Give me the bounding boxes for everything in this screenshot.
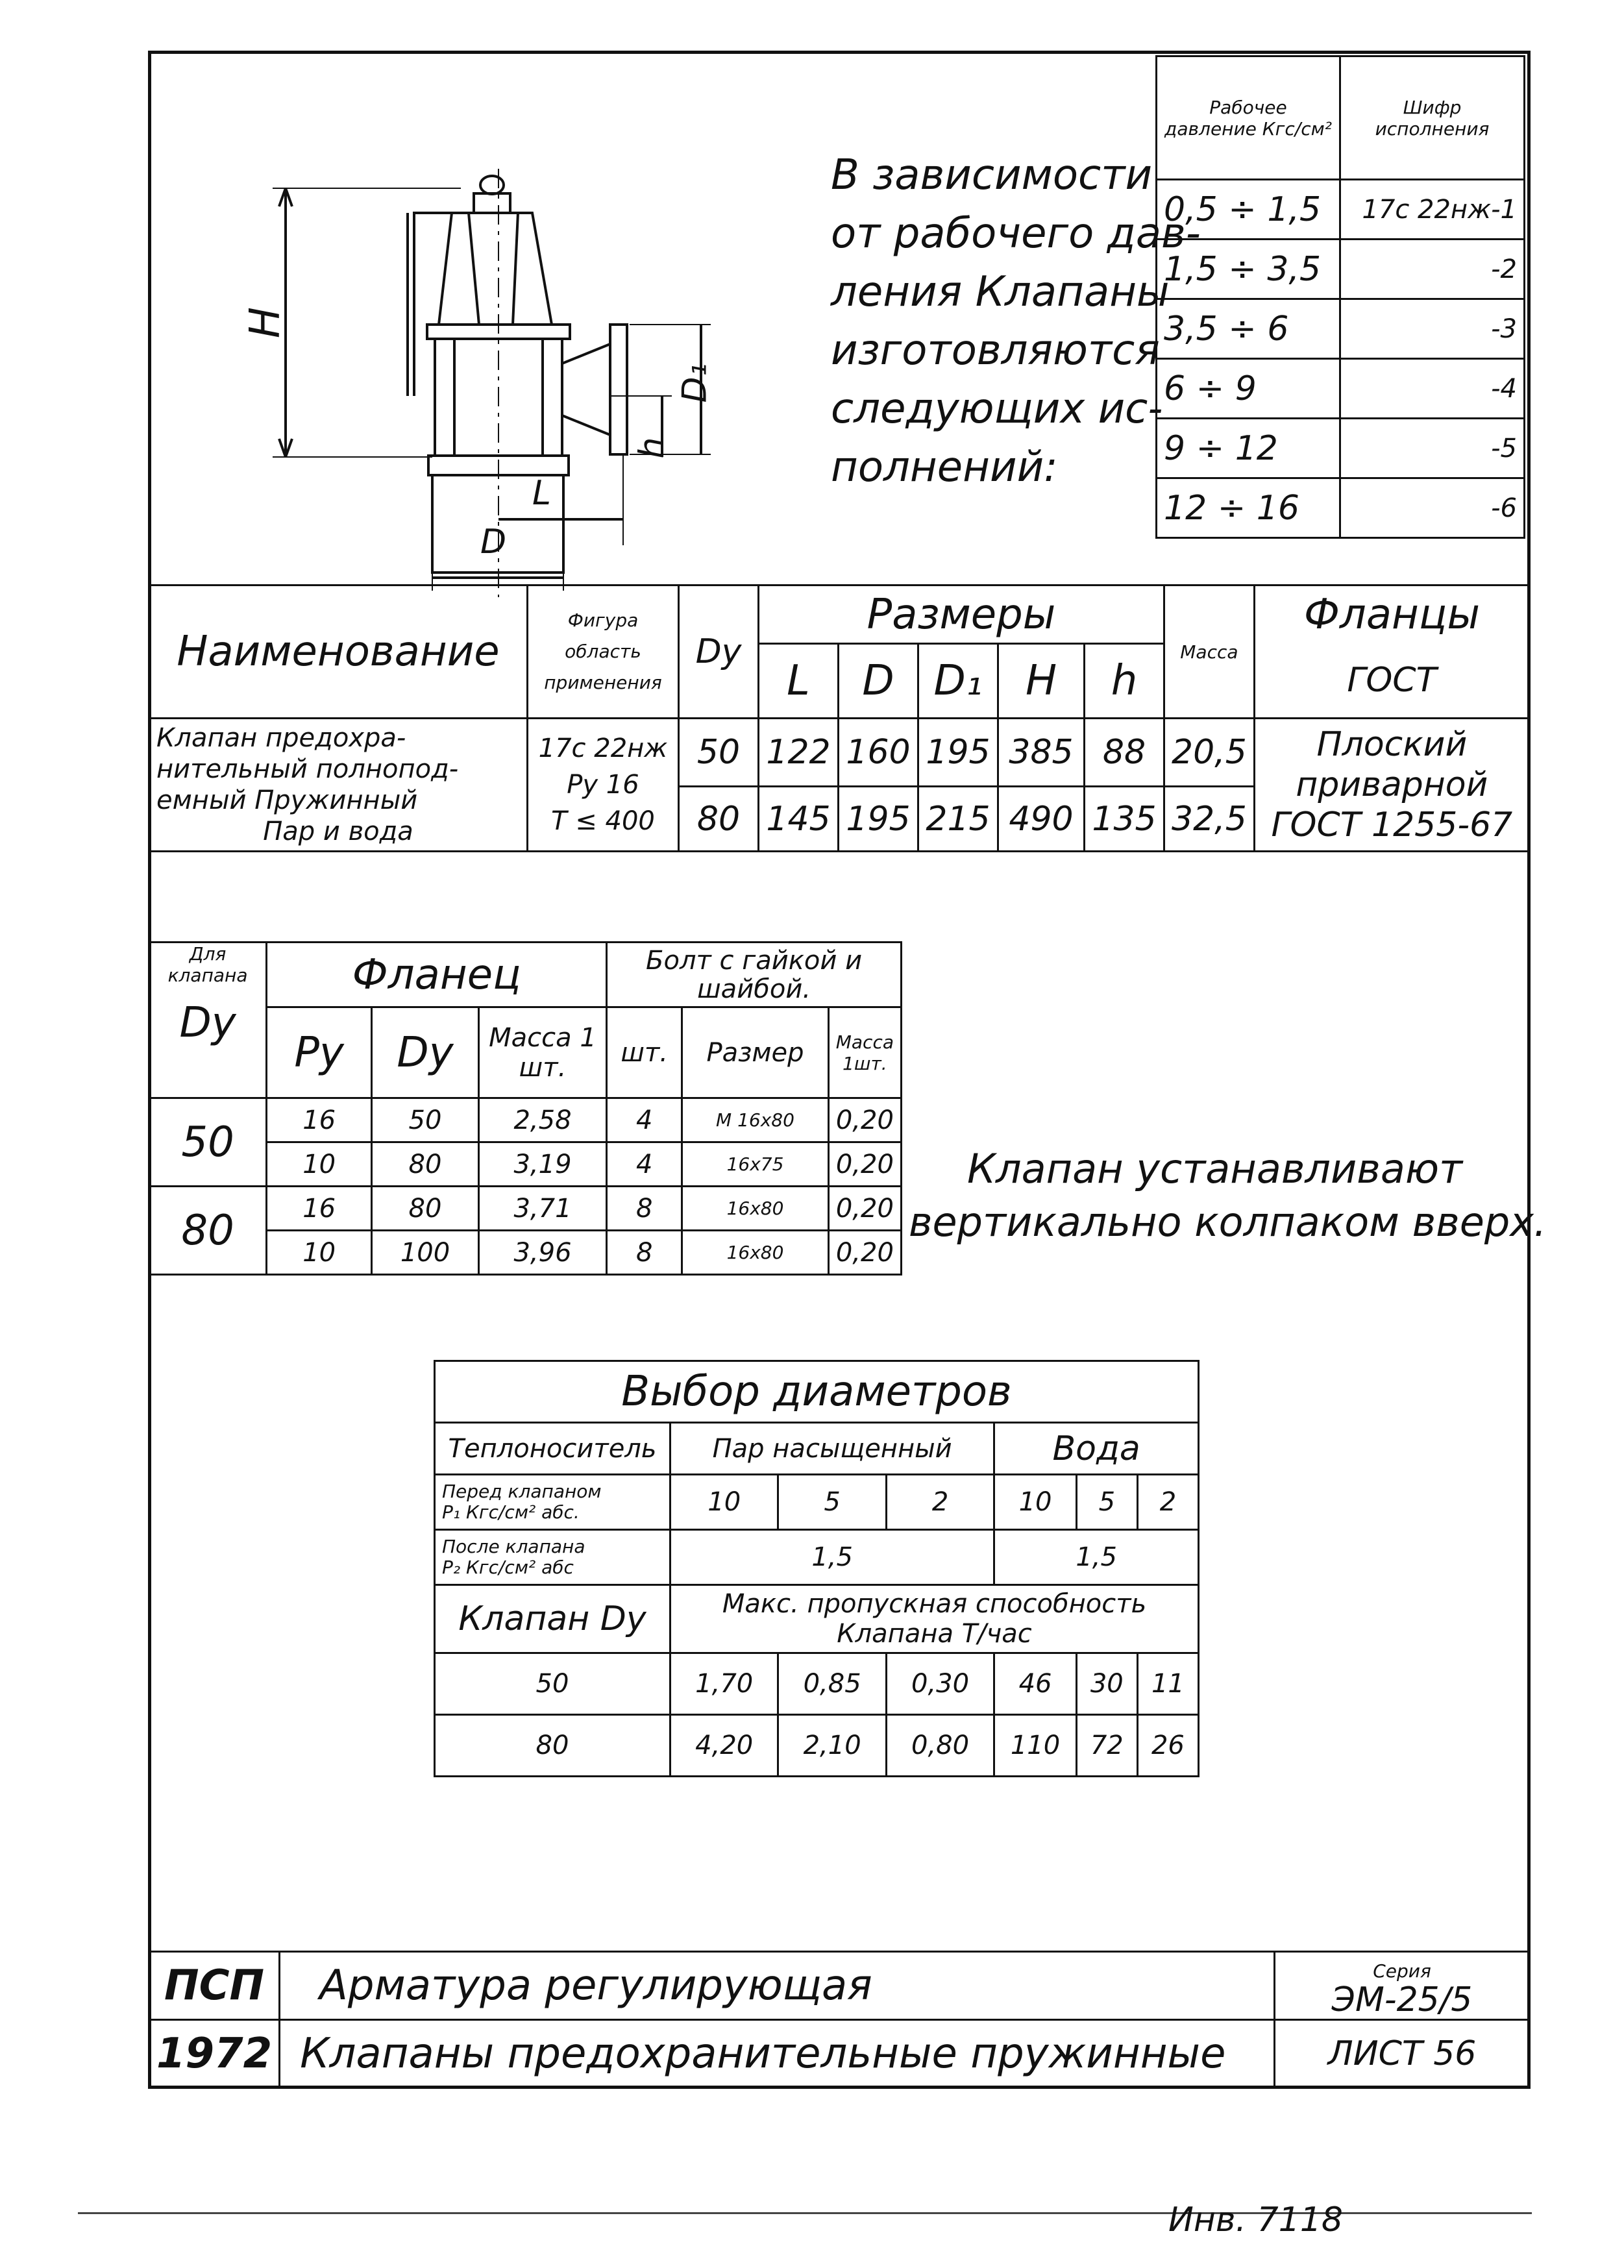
capacity-value: 4,20 <box>671 1715 778 1777</box>
after-value-steam: 1,5 <box>671 1530 994 1585</box>
version-header: Шифр исполнения <box>1340 56 1525 180</box>
flange-h-bmass: Масса 1шт. <box>828 1007 901 1098</box>
footer-note: Инв. 7118 <box>1168 2200 1343 2239</box>
spec-L: 145 <box>759 787 839 852</box>
versions-note-line: полнений: <box>831 443 1058 491</box>
spec-h-h: h <box>1085 644 1164 719</box>
spec-D: 195 <box>839 787 918 852</box>
spec-h-dy: Dу <box>679 585 759 719</box>
flange-h-flange: Фланец <box>267 943 607 1007</box>
bolt-mass: 0,20 <box>828 1098 901 1142</box>
flange-dy: 80 <box>372 1187 479 1231</box>
pressure-cell: 6 ÷ 9 <box>1157 359 1340 419</box>
selection-h-water: Вода <box>994 1423 1199 1475</box>
flange-table <box>148 941 902 1276</box>
flange-dy: 80 <box>372 1142 479 1187</box>
capacity-value: 46 <box>994 1653 1077 1715</box>
bolt-mass: 0,20 <box>828 1231 901 1275</box>
flange-py: 16 <box>267 1187 372 1231</box>
pressure-cell: 1,5 ÷ 3,5 <box>1157 240 1340 299</box>
flange-h-size: Размер <box>682 1007 828 1098</box>
flange-mass: 3,19 <box>478 1142 606 1187</box>
before-value: 2 <box>1137 1475 1198 1530</box>
spec-h-flanges: Фланцы <box>1254 585 1529 644</box>
spec-figure-line: Pу 16 <box>567 770 639 800</box>
title-line1: Арматура регулирующая <box>280 1952 1275 2020</box>
spec-table <box>148 584 1531 852</box>
version-cell: -5 <box>1340 419 1525 478</box>
dim-label-D: D <box>480 523 507 561</box>
spec-name-line: Клапан предохра- <box>156 723 406 753</box>
title-org: ПСП <box>149 1952 280 2020</box>
after-value-water: 1,5 <box>994 1530 1199 1585</box>
install-note-line: вертикально колпаком вверх. <box>909 1198 1547 1246</box>
capacity-value: 11 <box>1137 1653 1198 1715</box>
capacity-dy: 80 <box>435 1715 671 1777</box>
version-cell: -2 <box>1340 240 1525 299</box>
spec-h-sizes: Размеры <box>759 585 1164 644</box>
bolt-size: 16х80 <box>682 1231 828 1275</box>
spec-figure-cell <box>528 719 679 852</box>
capacity-value: 1,70 <box>671 1653 778 1715</box>
bolt-mass: 0,20 <box>828 1142 901 1187</box>
spec-h-figure: Фигура область применения <box>528 585 679 719</box>
dim-label-H: H <box>241 306 290 339</box>
selection-table <box>434 1360 1200 1777</box>
bolt-qty: 4 <box>607 1142 682 1187</box>
capacity-value: 0,30 <box>886 1653 994 1715</box>
pressure-table <box>1155 55 1525 539</box>
spec-D1: 195 <box>918 719 998 787</box>
before-value: 10 <box>994 1475 1077 1530</box>
versions-note-line: изготовляются <box>831 327 1160 375</box>
pressure-cell: 3,5 ÷ 6 <box>1157 299 1340 359</box>
title-line2: Клапаны предохранительные пружинные <box>280 2020 1275 2088</box>
selection-h-before-line: P₁ Кгс/см² абс. <box>442 1501 580 1523</box>
selection-h-capacity <box>671 1585 1199 1653</box>
versions-note <box>831 146 1201 497</box>
spec-figure-line: 17с 22нж <box>538 733 668 763</box>
flange-h-mass: Масса 1 шт. <box>478 1007 606 1098</box>
capacity-value: 0,85 <box>778 1653 886 1715</box>
selection-h-medium: Теплоноситель <box>435 1423 671 1475</box>
versions-note-line: В зависимости <box>831 151 1153 199</box>
before-value: 10 <box>671 1475 778 1530</box>
bolt-mass: 0,20 <box>828 1187 901 1231</box>
flange-py: 16 <box>267 1098 372 1142</box>
title-block <box>148 1951 1531 2089</box>
flange-py: 10 <box>267 1142 372 1187</box>
spec-h: 88 <box>1085 719 1164 787</box>
selection-h-after <box>435 1530 671 1585</box>
bolt-size: 16х80 <box>682 1187 828 1231</box>
spec-h-H: H <box>998 644 1085 719</box>
title-year: 1972 <box>149 2020 280 2088</box>
install-note-line: Клапан устанавливают <box>967 1145 1463 1192</box>
bolt-size: М 16х80 <box>682 1098 828 1142</box>
selection-h-after-line: После клапана <box>442 1536 585 1557</box>
spec-name-cell <box>149 719 528 852</box>
flange-h-fdy: Dу <box>372 1007 479 1098</box>
title-series-label: Серия <box>1373 1960 1431 1982</box>
spec-h-D: D <box>839 644 918 719</box>
capacity-value: 110 <box>994 1715 1077 1777</box>
spec-h-L: L <box>759 644 839 719</box>
spec-flanges-cell <box>1254 719 1529 852</box>
flange-py: 10 <box>267 1231 372 1275</box>
flange-group-50: 50 <box>149 1098 267 1187</box>
versions-note-line: от рабочего дав- <box>831 210 1201 258</box>
spec-flanges-line: приварной <box>1296 765 1488 804</box>
title-series: ЭМ-25/5 <box>1331 1980 1473 2019</box>
spec-flanges-line: ГОСТ 1255-67 <box>1271 806 1513 844</box>
spec-name-line: емный Пружинный <box>156 785 418 815</box>
flange-h-py: Pу <box>267 1007 372 1098</box>
spec-name-line: Пар и вода <box>263 817 413 846</box>
pressure-cell: 0,5 ÷ 1,5 <box>1157 180 1340 240</box>
bolt-qty: 8 <box>607 1187 682 1231</box>
spec-mass: 32,5 <box>1164 787 1255 852</box>
versions-note-line: следующих ис- <box>831 385 1163 433</box>
flange-h-bolt: Болт с гайкой и шайбой. <box>607 943 902 1007</box>
flange-h-qty: шт. <box>607 1007 682 1098</box>
pressure-header: Рабочее давление Кгс/см² <box>1157 56 1340 180</box>
selection-h-before <box>435 1475 671 1530</box>
flange-h-for-valve: Для клапана <box>167 943 248 986</box>
spec-h: 135 <box>1085 787 1164 852</box>
spec-mass: 20,5 <box>1164 719 1255 787</box>
flange-h-for-valve-cell <box>149 943 267 1098</box>
pressure-cell: 12 ÷ 16 <box>1157 478 1340 538</box>
capacity-value: 72 <box>1076 1715 1137 1777</box>
selection-h-steam: Пар насыщенный <box>671 1423 994 1475</box>
version-cell: 17с 22нж-1 <box>1340 180 1525 240</box>
dim-label-L: L <box>532 474 551 513</box>
selection-h-before-line: Перед клапаном <box>442 1481 602 1502</box>
spec-H: 385 <box>998 719 1085 787</box>
spec-H: 490 <box>998 787 1085 852</box>
bolt-size: 16х75 <box>682 1142 828 1187</box>
selection-h-valve: Клапан Dу <box>435 1585 671 1653</box>
dim-label-D1: D₁ <box>675 363 715 403</box>
spec-h-D1: D₁ <box>918 644 998 719</box>
selection-title: Выбор диаметров <box>435 1361 1199 1423</box>
bolt-qty: 4 <box>607 1098 682 1142</box>
version-cell: -6 <box>1340 478 1525 538</box>
install-note <box>909 1142 1547 1249</box>
flange-mass: 3,96 <box>478 1231 606 1275</box>
spec-name-line: нительный полнопод- <box>156 754 459 784</box>
spec-D: 160 <box>839 719 918 787</box>
spec-L: 122 <box>759 719 839 787</box>
flange-mass: 3,71 <box>478 1187 606 1231</box>
flange-dy: 50 <box>372 1098 479 1142</box>
flange-group-80: 80 <box>149 1187 267 1275</box>
spec-flanges-line: Плоский <box>1316 725 1468 764</box>
title-sheet: ЛИСТ 56 <box>1275 2020 1530 2088</box>
before-value: 5 <box>1076 1475 1137 1530</box>
spec-dy: 80 <box>679 787 759 852</box>
bolt-qty: 8 <box>607 1231 682 1275</box>
selection-h-capacity-line: Макс. пропускная способность <box>722 1589 1147 1619</box>
versions-note-line: ления Клапаны <box>831 268 1170 316</box>
selection-h-after-line: P₂ Кгс/см² абс <box>442 1557 574 1578</box>
flange-mass: 2,58 <box>478 1098 606 1142</box>
title-series-cell <box>1275 1952 1530 2020</box>
capacity-value: 26 <box>1137 1715 1198 1777</box>
capacity-value: 0,80 <box>886 1715 994 1777</box>
flange-dy: 100 <box>372 1231 479 1275</box>
capacity-dy: 50 <box>435 1653 671 1715</box>
spec-h-gost: ГОСТ <box>1254 644 1529 719</box>
version-cell: -3 <box>1340 299 1525 359</box>
before-value: 5 <box>778 1475 886 1530</box>
spec-figure-line: T ≤ 400 <box>551 806 655 836</box>
capacity-value: 30 <box>1076 1653 1137 1715</box>
flange-h-dy: Dу <box>179 999 236 1047</box>
spec-D1: 215 <box>918 787 998 852</box>
before-value: 2 <box>886 1475 994 1530</box>
selection-h-capacity-line: Клапана Т/час <box>837 1619 1032 1649</box>
capacity-value: 2,10 <box>778 1715 886 1777</box>
version-cell: -4 <box>1340 359 1525 419</box>
spec-h-name: Наименование <box>149 585 528 719</box>
pressure-cell: 9 ÷ 12 <box>1157 419 1340 478</box>
dim-label-h: h <box>632 437 672 459</box>
spec-dy: 50 <box>679 719 759 787</box>
spec-h-mass: Масса <box>1164 585 1255 719</box>
